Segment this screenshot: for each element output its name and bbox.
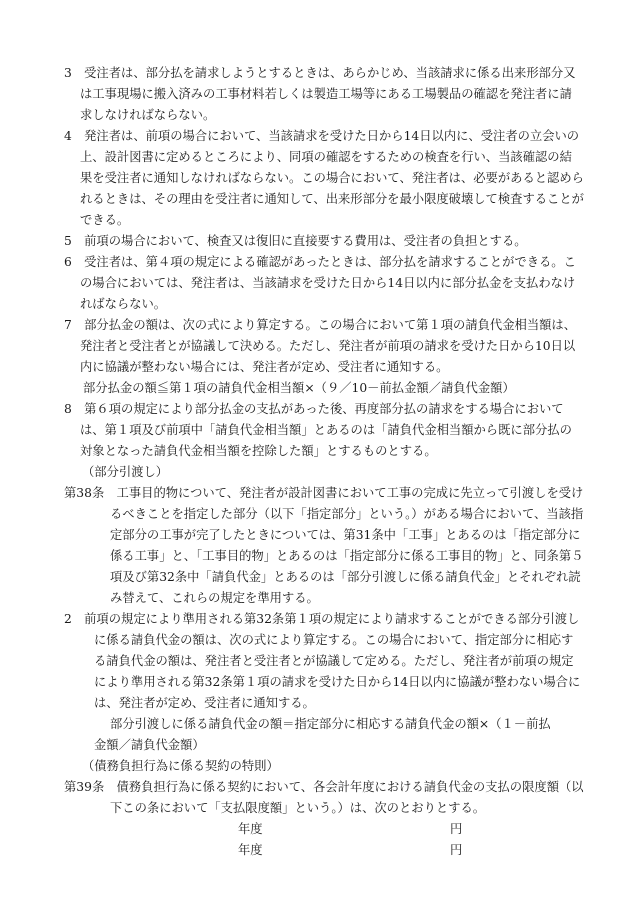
article-text: 債務負担行為に係る契約において、各会計年度における請負代金の支払の限度額（以下この条において「支払限度額」という。）は、次のとおりとする。	[104, 780, 584, 815]
paragraph-8	[0, 399, 630, 462]
article-38-heading: （部分引渡し）	[82, 465, 169, 479]
article-39	[0, 777, 630, 819]
paragraph-number: 2	[64, 612, 72, 626]
paragraph-text: 前項の規定により準用される第32条第１項の規定により請求することができる部分引渡しに係る請負代金の額は、次の式により算定する。この場合において、指定部分に相応する請負代金の額は、発注者と受注者とが協議して定める。ただし、発注者が前項の規定により準用される第32条第１項の請求を受けた日から14日以内に協議が整わない場合には、発注者が定め、受注者に通知する。	[71, 612, 581, 710]
paragraph-text: 前項の場合において、検査又は復旧に直接要する費用は、受注者の負担とする。	[71, 234, 527, 248]
paragraph-7	[0, 315, 630, 378]
paragraph-number: 3	[64, 66, 72, 80]
paragraph-text: 部分払金の額は、次の式により算定する。この場合において第１項の請負代金相当額は、発注者と受注者とが協議して決める。ただし、発注者が前項の請求を受けた日から10日以内に協議が整わない場合には、発注者が定め、受注者に通知する。	[71, 318, 577, 374]
payment-limit-row	[0, 819, 630, 840]
paragraph-3	[0, 63, 630, 126]
article-39-heading: （債務負担行為に係る契約の特則）	[82, 759, 279, 773]
paragraph-text: 第６項の規定により部分払金の支払があった後、再度部分払の請求をする場合においては、第１項及び前項中「請負代金相当額」とあるのは「請負代金相当額から既に部分払の対象となった請負代金相当額を控除した額」とするものとする。	[71, 402, 572, 458]
yen-label: 円	[450, 843, 463, 857]
paragraph-number: 8	[64, 402, 72, 416]
fiscal-year-label: 年度	[238, 822, 263, 836]
yen-label: 円	[450, 822, 463, 836]
formula-line-2: 金額／請負代金額）	[94, 738, 205, 752]
formula-partial-delivery	[0, 714, 630, 756]
document-page	[0, 63, 630, 861]
article-number: 第39条	[64, 780, 105, 794]
paragraph-6	[0, 252, 630, 315]
article-38-paragraph-2	[0, 609, 630, 714]
formula-line-1: 部分引渡しに係る請負代金の額＝指定部分に相応する請負代金の額×（１－前払	[110, 717, 551, 731]
paragraph-number: 6	[64, 255, 72, 269]
article-text: 工事目的物について、発注者が設計図書において工事の完成に先立って引渡しを受けるべきことを指定した部分（以下「指定部分」という。）がある場合において、当該指定部分の工事が完了したときについては、第31条中「工事」とあるのは「指定部分に係る工事」と、「工事目的物」とあるのは「指定部分に係る工事目的物」と、同条第５項及び第32条中「請負代金」とあるのは「部分引渡しに係る請負代金」とそれぞれ読み替えて、これらの規定を準用する。	[104, 486, 584, 605]
payment-limit-row	[0, 840, 630, 861]
paragraph-number: 7	[64, 318, 72, 332]
paragraph-text: 受注者は、第４項の規定による確認があったときは、部分払を請求することができる。この場合においては、発注者は、当該請求を受けた日から14日以内に部分払金を支払わなければならない。	[71, 255, 576, 311]
article-number: 第38条	[64, 486, 105, 500]
paragraph-4	[0, 126, 630, 231]
paragraph-text: 受注者は、部分払を請求しようとするときは、あらかじめ、当該請求に係る出来形部分又は工事現場に搬入済みの工事材料若しくは製造工場等にある工場製品の確認を発注者に請求しなければならない。	[71, 66, 576, 122]
paragraph-5	[0, 231, 630, 252]
fiscal-year-label: 年度	[238, 843, 263, 857]
article-38	[0, 483, 630, 609]
paragraph-number: 4	[64, 129, 72, 143]
formula-partial-payment: 部分払金の額≦第１項の請負代金相当額×（９／10－前払金額／請負代金額）	[83, 381, 515, 395]
paragraph-text: 発注者は、前項の場合において、当該請求を受けた日から14日以内に、受注者の立会いの上、設計図書に定めるところにより、同項の確認をするための検査を行い、当該確認の結果を受注者に通知しなければならない。この場合において、発注者は、必要があると認められるときは、その理由を受注者に通知して、出来形部分を最小限度破壊して検査することができる。	[71, 129, 584, 227]
paragraph-number: 5	[64, 234, 72, 248]
